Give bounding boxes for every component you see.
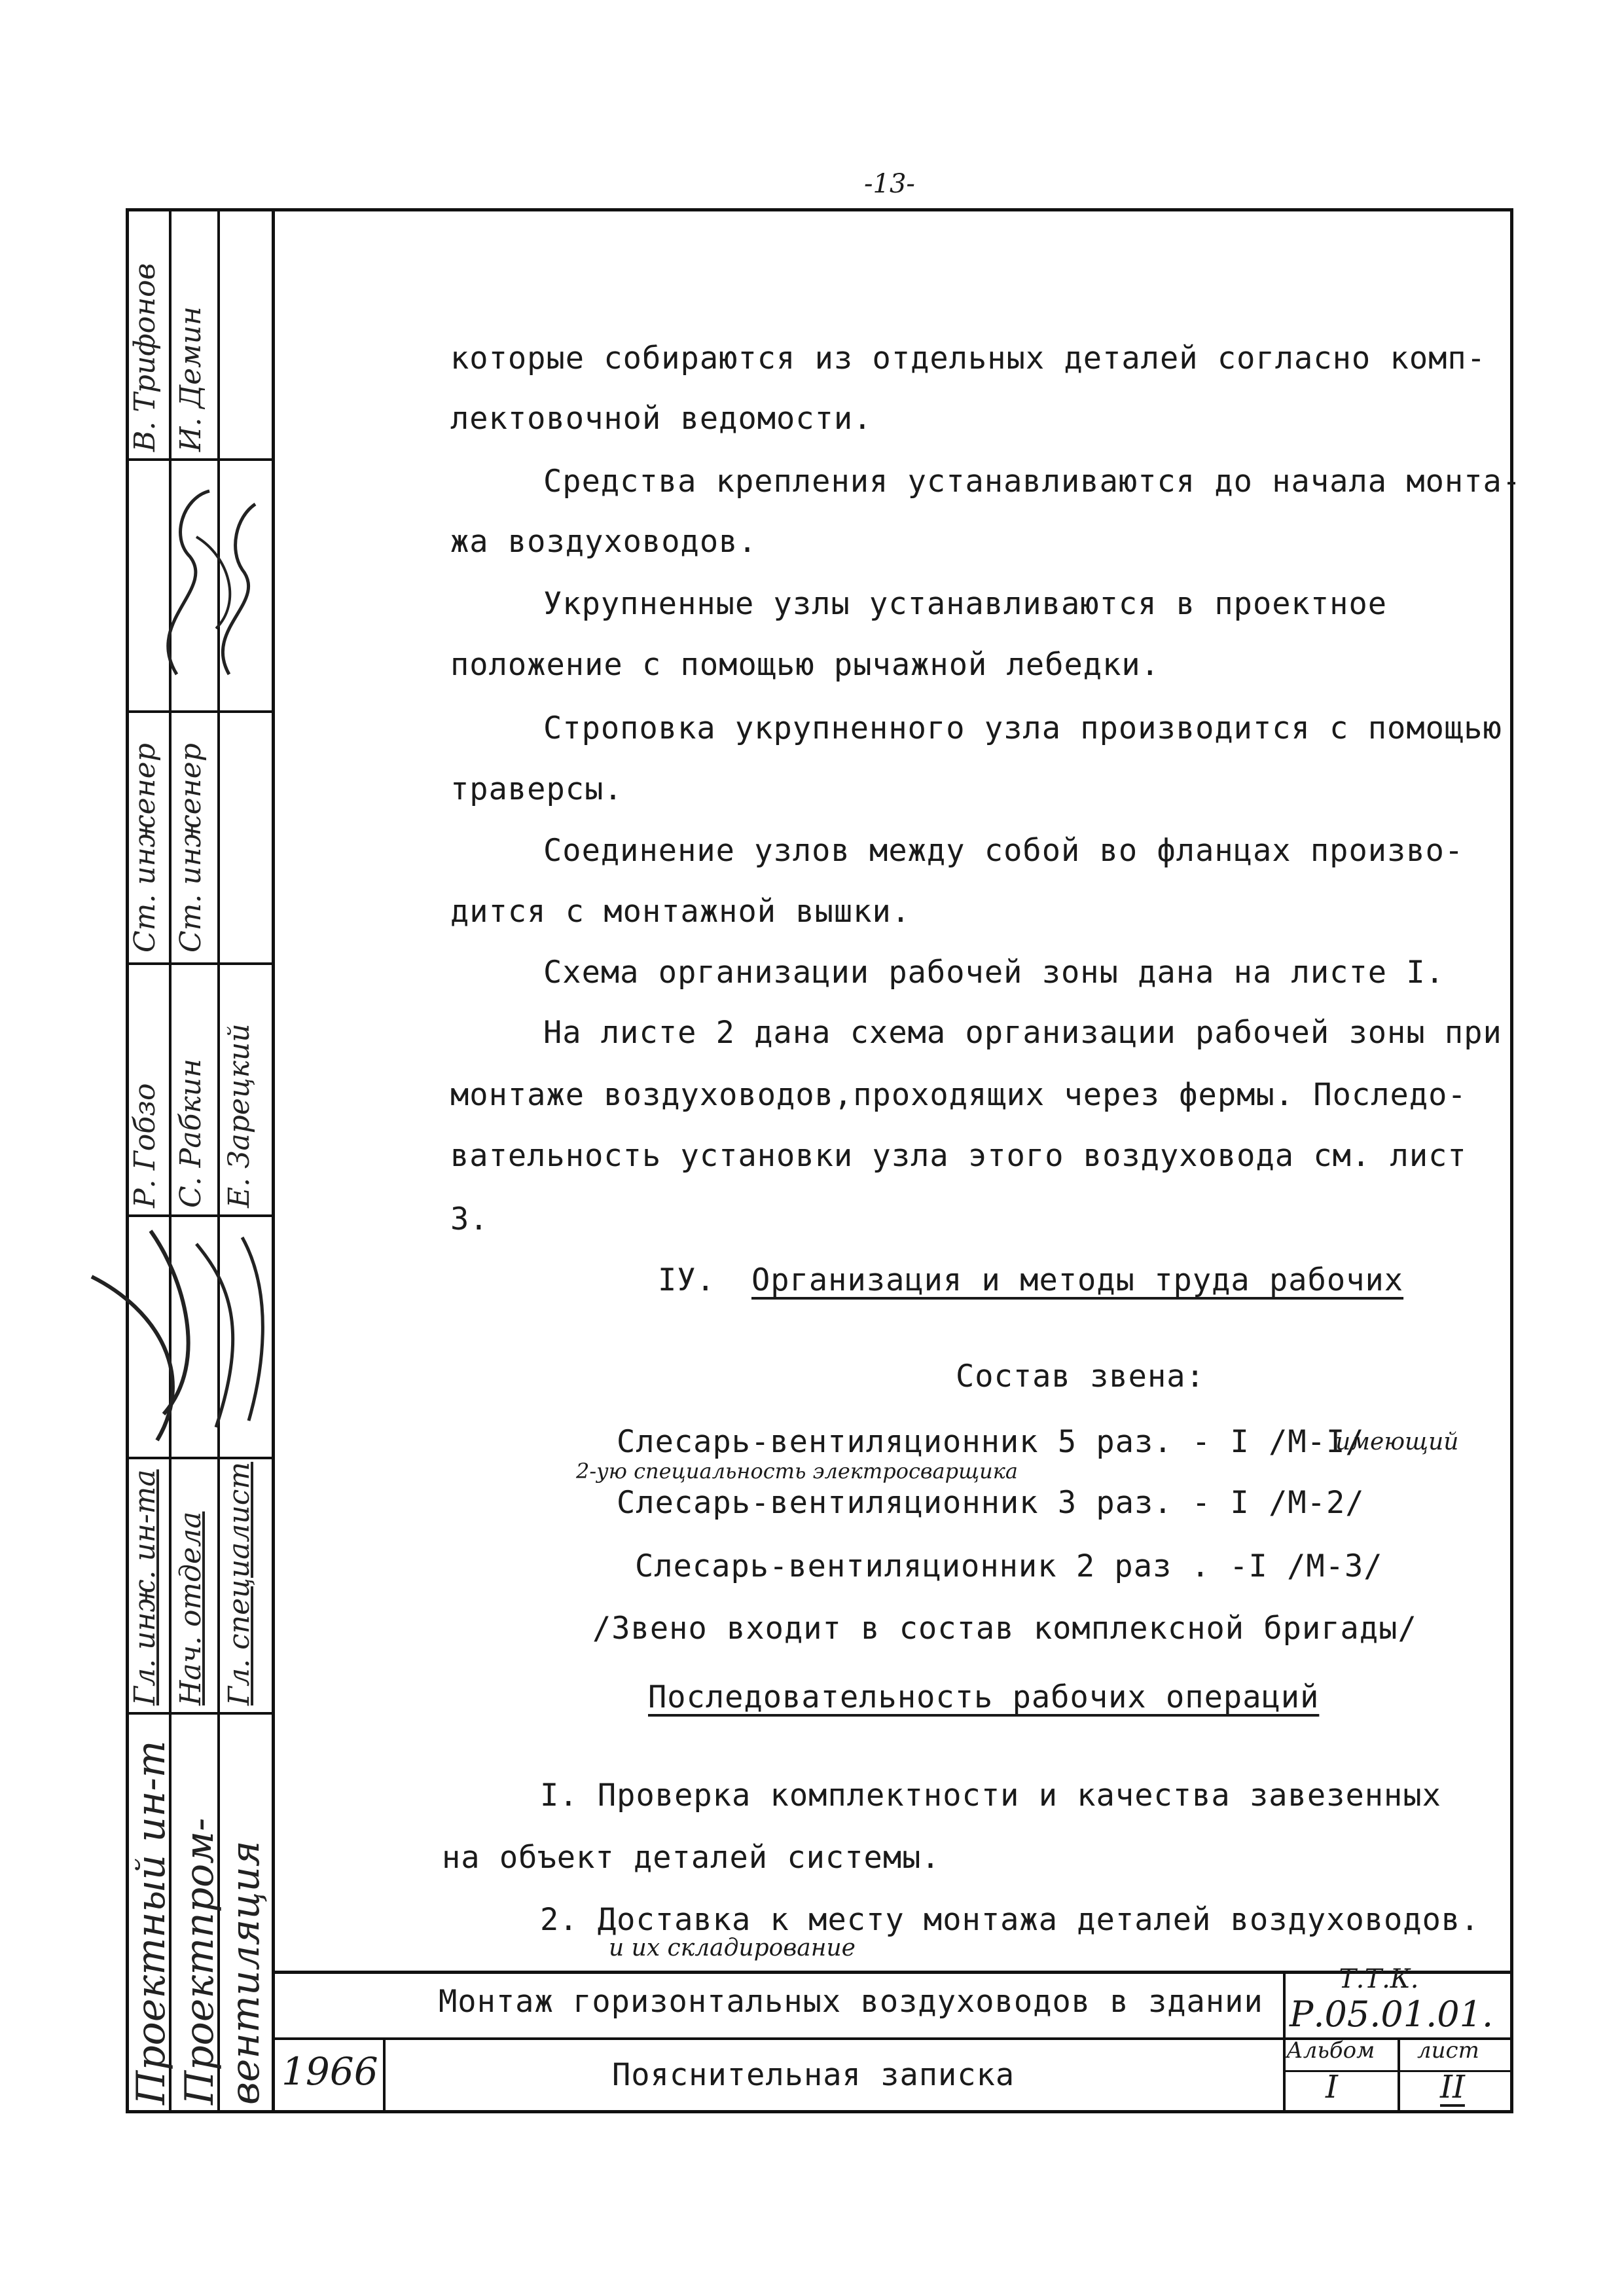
body-line: На листе 2 дана схема организации рабочей зоны при: [543, 1015, 1502, 1051]
sidebar-title: Ст. инженер: [174, 743, 208, 953]
body-line: дится с монтажной вышки.: [450, 894, 911, 930]
crew-member: Слесарь-вентиляционник 5 раз. - I /М-I/: [617, 1424, 1365, 1460]
body-line: монтаже воздуховодов,проходящих через фермы. Последо-: [450, 1077, 1467, 1113]
sheet-value: II: [1440, 2069, 1465, 2105]
crew-member: Слесарь-вентиляционник 3 раз. - I /М-2/: [617, 1485, 1365, 1521]
operation-note-handwritten: и их складирование: [609, 1935, 856, 1961]
operation-line: I. Проверка комплектности и качества завезенных: [540, 1777, 1441, 1813]
sidebar-org: Проектпром-: [177, 1817, 223, 2105]
title-block-top: [274, 1971, 1513, 1974]
year: 1966: [281, 2049, 378, 2094]
title-block-year-divider: [383, 2037, 386, 2113]
sidebar-name: В. Трифонов: [128, 263, 162, 452]
crew-heading: Состав звена:: [956, 1358, 1205, 1394]
doc-name: Пояснительная записка: [612, 2057, 1015, 2093]
doc-code-label: Т.Т.К.: [1339, 1964, 1419, 1994]
sidebar-position: Гл. инж. ин-та: [128, 1469, 162, 1705]
body-line: 3.: [450, 1201, 489, 1237]
page-number: -13-: [864, 169, 915, 199]
body-line: лектовочной ведомости.: [450, 401, 873, 437]
sidebar-name: И. Демин: [174, 306, 208, 452]
sheet-label: лист: [1417, 2037, 1479, 2064]
body-line: Средства крепления устанавливаются до начала монта-: [543, 464, 1522, 500]
crew-note: /Звено входит в состав комплексной бригады/: [592, 1611, 1417, 1647]
body-line: Схема организации рабочей зоны дана на листе I.: [543, 955, 1445, 991]
body-line: которые собираются из отдельных деталей согласно комп-: [450, 340, 1487, 376]
section-number: IУ.: [658, 1262, 715, 1298]
body-line: Строповка укрупненного узла производится с помощью: [543, 710, 1502, 746]
sidebar-org: вентиляция: [223, 1840, 268, 2105]
sidebar-position: Гл. специалист: [223, 1461, 256, 1705]
album-value: I: [1326, 2069, 1338, 2105]
body-line: Соединение узлов между собой во фланцах произво-: [543, 833, 1464, 869]
body-line: траверсы.: [450, 771, 623, 807]
title-block-sheet-divider: [1398, 2037, 1400, 2113]
body-line: положение с помощью рычажной лебедки.: [450, 647, 1160, 683]
sidebar-name: Е. Зарецкий: [223, 1023, 256, 1208]
doc-code: Р.05.01.01.: [1290, 1994, 1494, 2035]
sidebar-name: С. Рабкин: [174, 1059, 208, 1208]
body-line: жа воздуховодов.: [450, 524, 757, 560]
crew-note-handwritten: 2-ую специальность электросварщика: [576, 1459, 1018, 1484]
crew-member: Слесарь-вентиляционник 2 раз . -I /М-3/: [635, 1548, 1383, 1584]
body-line: вательность установки узла этого воздуховода см. лист: [450, 1138, 1467, 1174]
title-block-code-divider: [1283, 1971, 1286, 2113]
sidebar-title: Ст. инженер: [128, 743, 162, 953]
sidebar-org: Проектный ин-т: [128, 1740, 174, 2105]
operation-line: 2. Доставка к месту монтажа деталей воздуховодов.: [540, 1902, 1480, 1938]
album-label: Альбом: [1286, 2037, 1375, 2064]
sidebar-position: Нач. отдела: [174, 1511, 208, 1705]
title-block-label-line: [1283, 2070, 1513, 2072]
section-title: Организация и методы труда рабочих: [751, 1262, 1404, 1298]
signatures: [79, 458, 275, 1467]
operation-line: на объект деталей системы.: [442, 1840, 941, 1876]
body-line: Укрупненные узлы устанавливаются в проектное: [543, 586, 1388, 622]
project-title: Монтаж горизонтальных воздуховодов в здании: [439, 1984, 1263, 2020]
operations-heading: Последовательность рабочих операций: [648, 1679, 1320, 1715]
crew-note-handwritten: имеющий: [1335, 1429, 1459, 1455]
sidebar-sep: [126, 1712, 274, 1715]
sidebar-name: Р. Гобзо: [128, 1083, 162, 1208]
